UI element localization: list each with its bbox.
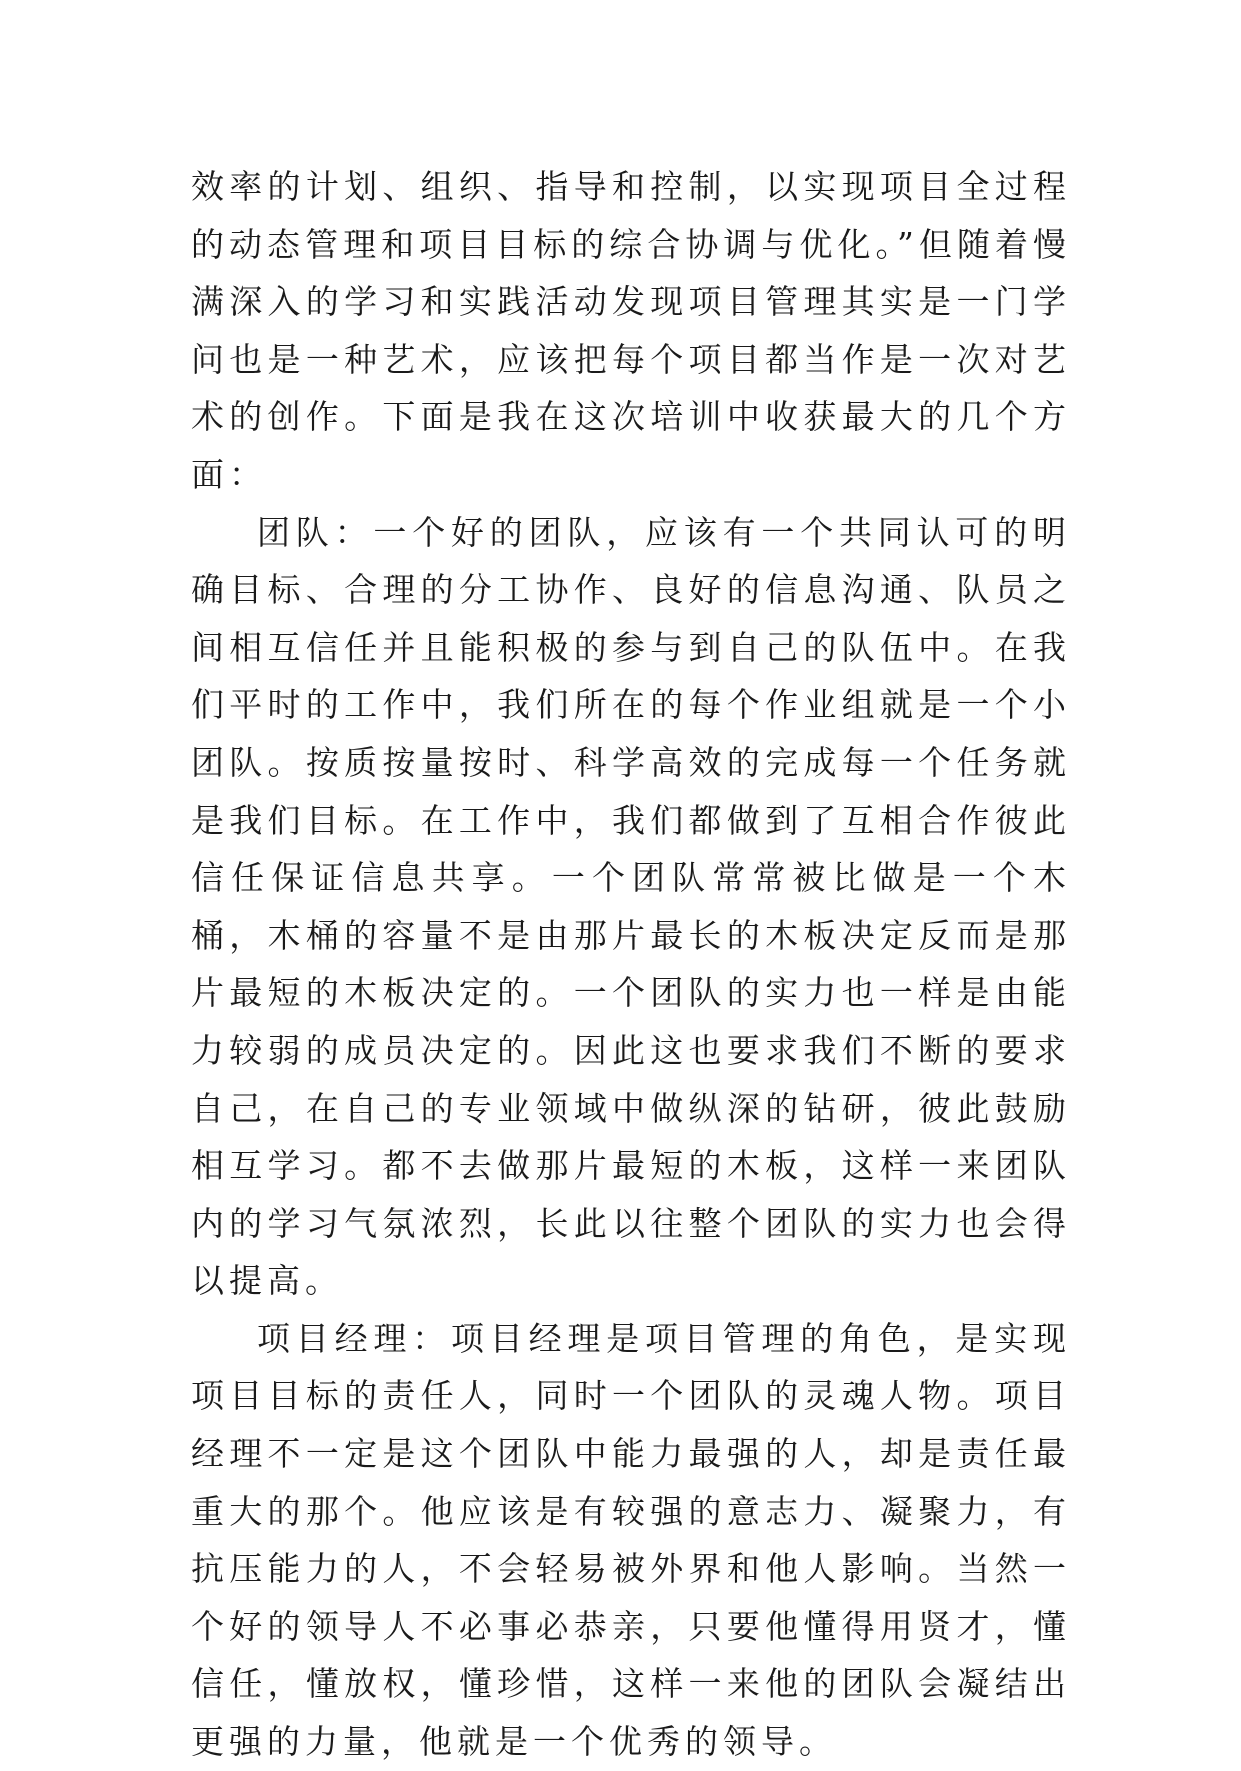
body-text (191, 158, 1071, 1771)
paragraph-team: 团队：一个好的团队，应该有一个共同认可的明确目标、合理的分工协作、良好的信息沟通、队员之间相互信任并且能积极的参与到自己的队伍中。在我们平时的工作中，我们所在的每个作业组就是一个小团队。按质按量按时、科学高效的完成每一个任务就是我们目标。在工作中，我们都做到了互相合作彼此信任保证信息共享。一个团队常常被比做是一个木桶，木桶的容量不是由那片最长的木板决定反而是那片最短的木板决定的。一个团队的实力也一样是由能力较弱的成员决定的。因此这也要求我们不断的要求自己，在自己的专业领域中做纵深的钻研，彼此鼓励相互学习。都不去做那片最短的木板，这样一来团队内的学习气氛浓烈，长此以往整个团队的实力也会得以提高。 (191, 512, 1071, 1301)
paragraph-intro-continuation: 效率的计划、组织、指导和控制，以实现项目全过程的动态管理和项目目标的综合协调与优化。”但随着慢满深入的学习和实践活动发现项目管理其实是一门学问也是一种艺术，应该把每个项目都当作是一次对艺术的创作。下面是我在这次培训中收获最大的几个方面： (191, 167, 1071, 494)
paragraph-project-manager: 项目经理：项目经理是项目管理的角色，是实现项目目标的责任人，同时一个团队的灵魂人物。项目经理不一定是这个团队中能力最强的人，却是责任最重大的那个。他应该是有较强的意志力、凝聚力，有抗压能力的人，不会轻易被外界和他人影响。当然一个好的领导人不必事必恭亲，只要他懂得用贤才，懂信任，懂放权，懂珍惜，这样一来他的团队会凝结出更强的力量，他就是一个优秀的领导。 (191, 1318, 1071, 1762)
